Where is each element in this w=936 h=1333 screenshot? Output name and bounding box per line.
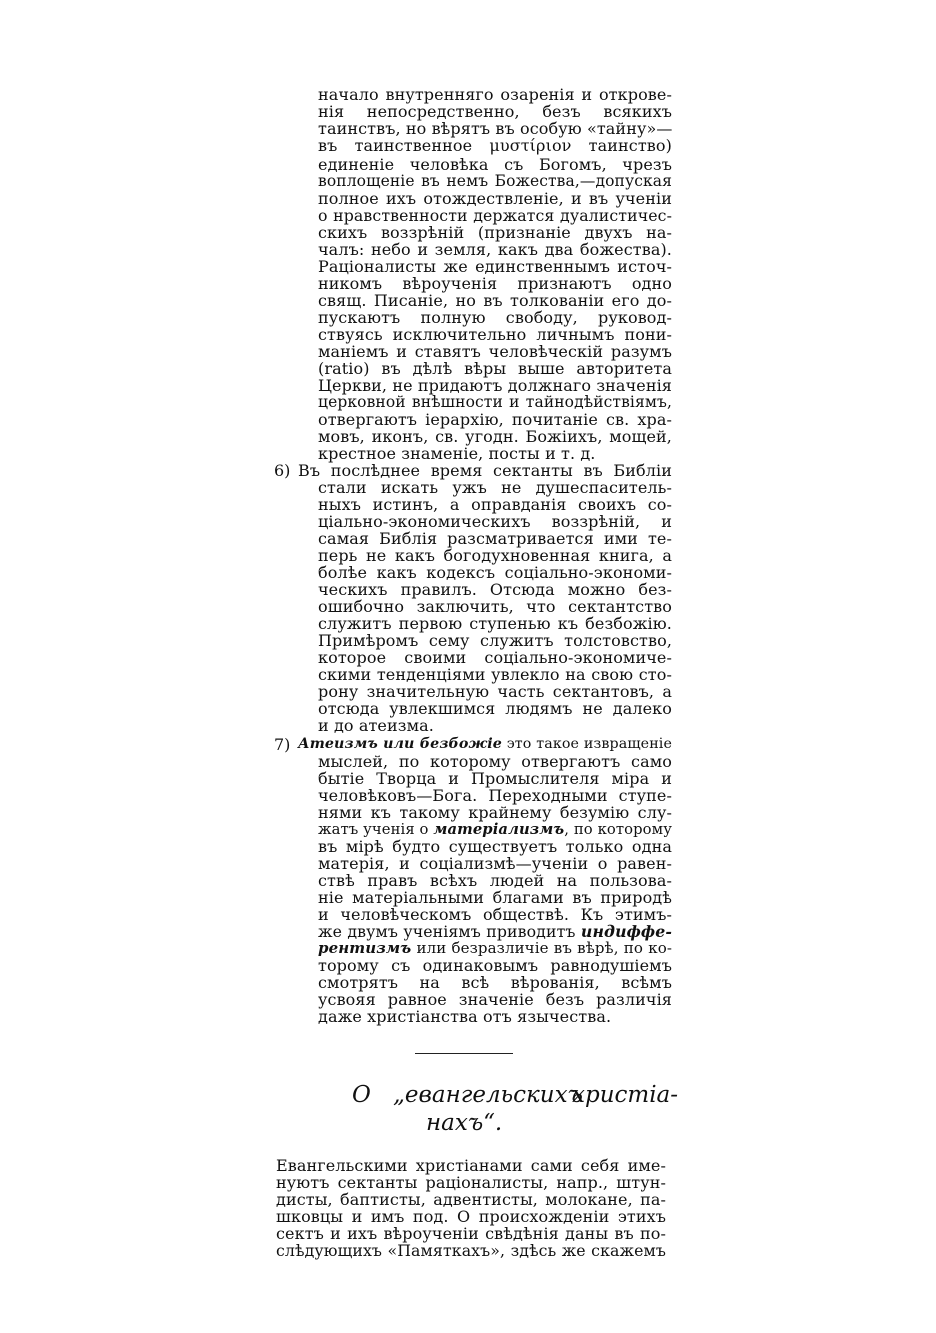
heading-line: „евангельскихъ — [393, 1082, 583, 1108]
term-materialism: матеріализмъ — [433, 821, 565, 838]
text-line: свящ. Писаніе, но въ толкованіи его до- — [318, 291, 672, 310]
text-line: церковной внѣшности и тайнодѣйствіямъ, — [318, 393, 672, 411]
text-line: смотрятъ на всѣ вѣрованія, всѣмъ — [318, 973, 672, 992]
text-line: сектъ и ихъ вѣроученіи свѣдѣнія даны въ по- — [276, 1224, 666, 1243]
text-line: Примѣромъ сему служитъ толстовство, — [318, 631, 672, 650]
text-line: стали искать ужъ не душеспаситель- — [318, 478, 672, 497]
heading-line: О — [352, 1082, 371, 1108]
text-line: Евангельскими христіанами сами себя име- — [276, 1156, 666, 1175]
text-line: нуютъ сектанты раціоналисты, напр., штун- — [276, 1173, 666, 1192]
text-line: единеніе человѣка съ Богомъ, чрезъ — [318, 155, 672, 174]
section-divider — [415, 1053, 513, 1054]
text-line: и до атеизма. — [318, 716, 434, 735]
term-indifferentism-end: рентизмъ — [318, 939, 412, 957]
text-line: слѣдующихъ «Памяткахъ», здѣсь же скажемъ — [276, 1241, 666, 1260]
term-indifferentism: индиффе- — [580, 922, 672, 941]
text-line: ошибочно заключить, что сектантство — [318, 597, 672, 616]
text-line: Церкви, не придаютъ должнаго значенія — [318, 376, 672, 395]
text-line: бытіе Творца и Промыслителя міра и — [318, 769, 672, 788]
heading-line: христіа- — [572, 1082, 679, 1108]
item-number: 6) — [274, 461, 291, 480]
text-line: самая Библія разсматривается ими те- — [318, 529, 672, 548]
text-line: крестное знаменіе, посты и т. д. — [318, 444, 596, 463]
text-line: болѣе какъ кодексъ соціально-экономи- — [318, 563, 672, 582]
text-line: которое своими соціально-экономиче- — [318, 648, 672, 667]
text-line: маніемъ и ставятъ человѣческій разумъ — [318, 342, 672, 361]
text-line: ческихъ правилъ. Отсюда можно без- — [318, 580, 672, 599]
text-line: торому съ одинаковымъ равнодушіемъ — [318, 956, 672, 975]
text-line: мовъ, иконъ, св. угодн. Божіихъ, мощей, — [318, 427, 672, 446]
text-line: матерія, и соціализмѣ—ученіи о равен- — [318, 854, 672, 873]
text-line: дисты, баптисты, адвентисты, молокане, па- — [276, 1190, 666, 1209]
text-line: таинствъ, но вѣрятъ въ особую «тайну»— — [318, 119, 673, 138]
text-line: служитъ первою ступенью къ безбожію. — [318, 614, 672, 633]
text-line: даже христіанства отъ язычества. — [318, 1007, 612, 1026]
text-line: перь не какъ богодухновенная книга, а — [318, 546, 672, 565]
text-line: воплощеніе въ немъ Божества,—допуская — [318, 172, 672, 190]
text-line: Въ послѣднее время сектанты въ Библіи — [298, 461, 672, 480]
text-line: въ мірѣ будто существуетъ только одна — [318, 837, 672, 856]
text-line: усвояя равное значеніе безъ различія — [318, 990, 672, 1009]
item-number: 7) — [274, 735, 291, 754]
text-line: ствѣ правъ всѣхъ людей на пользова- — [318, 871, 672, 890]
text-line: рентизмъ или безразличіе въ вѣрѣ, по ко- — [318, 939, 672, 957]
text-line: отвергаютъ іерархію, почитаніе св. хра- — [318, 410, 672, 429]
text-line: отсюда увлекшимся людямъ не далеко — [318, 699, 672, 718]
text-line: же двумъ ученіямъ приводитъ индиффе- — [318, 922, 672, 941]
heading-line: нахъ“. — [426, 1110, 503, 1136]
text-line: скими тенденціями увлекло на свою сто- — [318, 665, 672, 684]
text-line: нями къ такому крайнему безумію слу- — [318, 803, 672, 822]
text-line: ныхъ истинъ, а оправданія своихъ со- — [318, 495, 672, 514]
text-line: рону значительную часть сектантовъ, а — [318, 682, 672, 701]
text-line: человѣковъ—Бога. Переходными ступе- — [318, 786, 672, 805]
text-line: и человѣческомъ обществѣ. Къ этимъ- — [318, 905, 672, 924]
text-line: пускаютъ полную свободу, руковод- — [318, 308, 672, 327]
text-line: ціально-экономическихъ воззрѣній, и — [318, 512, 672, 531]
text-line: Раціоналисты же единственнымъ источ- — [318, 257, 672, 276]
text-line: мыслей, по которому отвергаютъ само — [318, 752, 672, 771]
term-atheism: Атеизмъ или безбожіе — [298, 736, 502, 752]
text-line: чалъ: небо и земля, какъ два божества). — [318, 240, 672, 259]
text-line: въ таинственное μυστίριον таинство) — [318, 136, 672, 155]
text-line: шковцы и имъ под. О происхожденіи этихъ — [276, 1207, 666, 1226]
text-line: скихъ воззрѣній (признаніе двухъ на- — [318, 223, 672, 242]
text-line: (ratio) въ дѣлѣ вѣры выше авторитета — [318, 359, 672, 378]
text-line: ствуясь исключительно личнымъ пони- — [318, 325, 672, 344]
text-line: никомъ вѣроученія признаютъ одно — [318, 274, 672, 293]
text-line: нія непосредственно, безъ всякихъ — [318, 102, 672, 121]
text-line: жатъ ученія о матеріализмъ, по которому — [318, 821, 672, 838]
text-line: ніе матеріальными благами въ природѣ — [318, 888, 672, 907]
text-line: начало внутренняго озаренія и открове- — [318, 85, 672, 104]
text-line: о нравственности держатся дуалистичес- — [318, 206, 672, 225]
text-line: полное ихъ отождествленіе, и въ ученіи — [318, 189, 672, 208]
text-line: Атеизмъ или безбожіе это такое извращеніе — [298, 736, 672, 752]
